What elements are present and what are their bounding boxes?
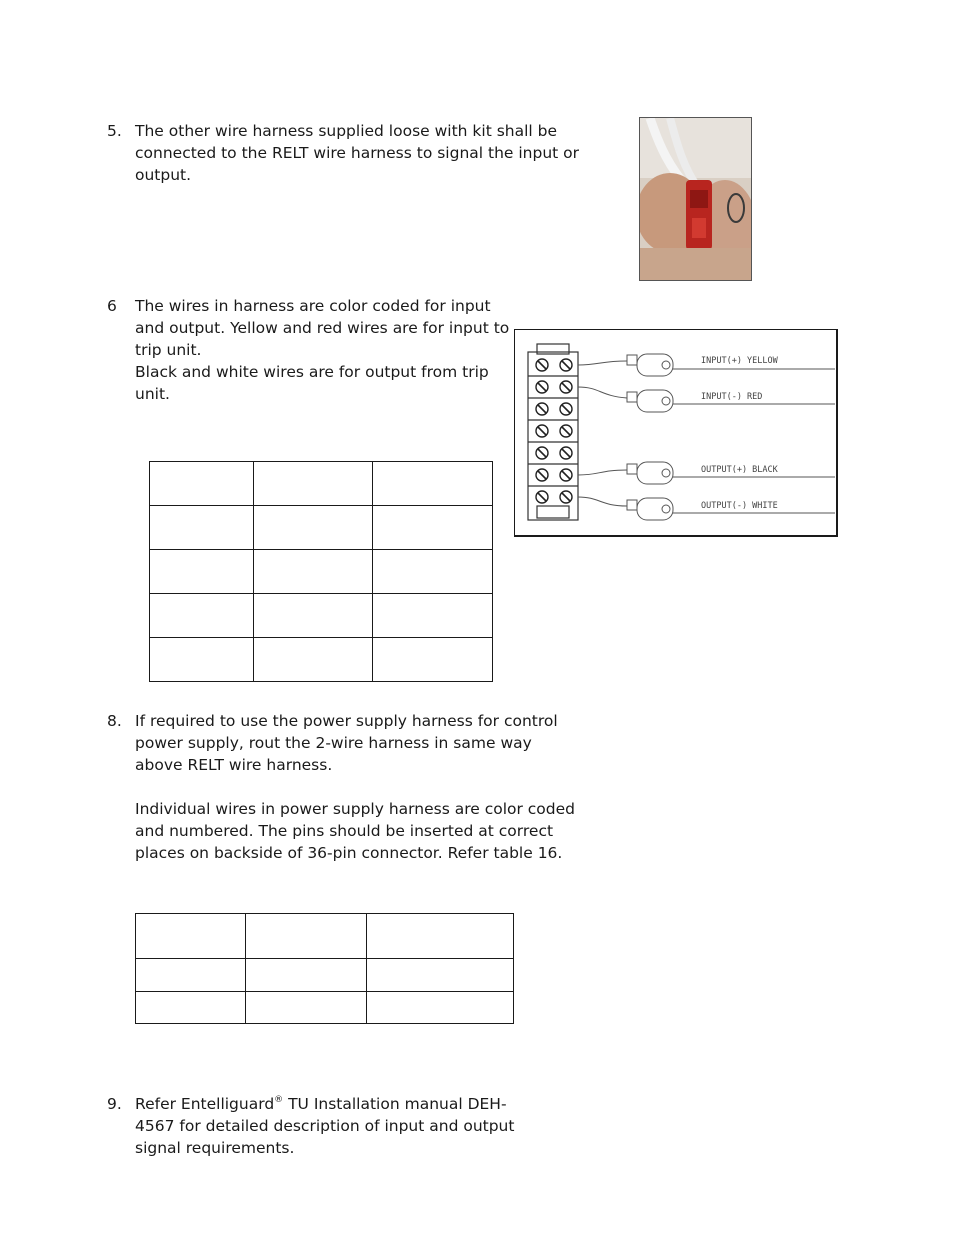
- step-8-line: places on backside of 36-pin connector. Refer table 16.: [135, 844, 563, 862]
- registered-mark: ®: [274, 1095, 284, 1105]
- step-8-line: power supply, rout the 2-wire harness in same way: [135, 734, 532, 752]
- table-row: [136, 914, 514, 959]
- step-5-line: output.: [135, 166, 192, 184]
- step-8-line: Individual wires in power supply harness are color coded: [135, 800, 576, 818]
- wire-label-output-white: OUTPUT(-) WHITE: [701, 501, 778, 511]
- table-row: [150, 550, 493, 594]
- step-6-line: The wires in harness are color coded for input: [135, 297, 491, 315]
- step-8-line: If required to use the power supply harness for control: [135, 712, 558, 730]
- step-9-line: 4567 for detailed description of input and output: [135, 1117, 515, 1135]
- step-8-line: and numbered. The pins should be inserted at correct: [135, 822, 554, 840]
- step-6-line: unit.: [135, 385, 170, 403]
- wire-label-input-red: INPUT(-) RED: [701, 392, 763, 402]
- step-6-number: 6: [107, 297, 117, 315]
- wiring-diagram: [514, 329, 838, 537]
- step-6-text: [135, 295, 509, 405]
- step-9-text: [135, 1093, 514, 1159]
- power-supply-table: [135, 913, 514, 1024]
- step-9-number: 9.: [107, 1095, 122, 1113]
- step-8-number: 8.: [107, 712, 122, 730]
- connector-photo: [639, 117, 752, 281]
- table-row: [150, 638, 493, 682]
- wire-label-output-black: OUTPUT(+) BLACK: [701, 465, 778, 475]
- step-9-line-end: TU Installation manual DEH-: [283, 1095, 507, 1113]
- table-row: [136, 959, 514, 992]
- table-row: [150, 594, 493, 638]
- wire-label-input-yellow: INPUT(+) YELLOW: [701, 356, 778, 366]
- step-6-line: Black and white wires are for output from trip: [135, 363, 489, 381]
- step-9-line-start: Refer Entelliguard: [135, 1095, 275, 1113]
- step-8-line: above RELT wire harness.: [135, 756, 333, 774]
- connector-photo-image: [640, 118, 752, 281]
- step-5-number: 5.: [107, 122, 122, 140]
- step-9-line: signal requirements.: [135, 1139, 295, 1157]
- wire-color-table: [149, 461, 493, 682]
- step-5-text: [135, 120, 579, 186]
- blank-line: [135, 776, 575, 798]
- terminal-block-diagram: [515, 330, 835, 534]
- step-6-line: and output. Yellow and red wires are for input to: [135, 319, 510, 337]
- step-5-line: connected to the RELT wire harness to signal the input or: [135, 144, 580, 162]
- table-row: [136, 992, 514, 1024]
- step-8-text: [135, 710, 575, 864]
- step-9-line: [135, 1093, 514, 1115]
- table-row: [150, 506, 493, 550]
- table-row: [150, 462, 493, 506]
- step-6-line: trip unit.: [135, 341, 202, 359]
- step-5-line: The other wire harness supplied loose with kit shall be: [135, 122, 558, 140]
